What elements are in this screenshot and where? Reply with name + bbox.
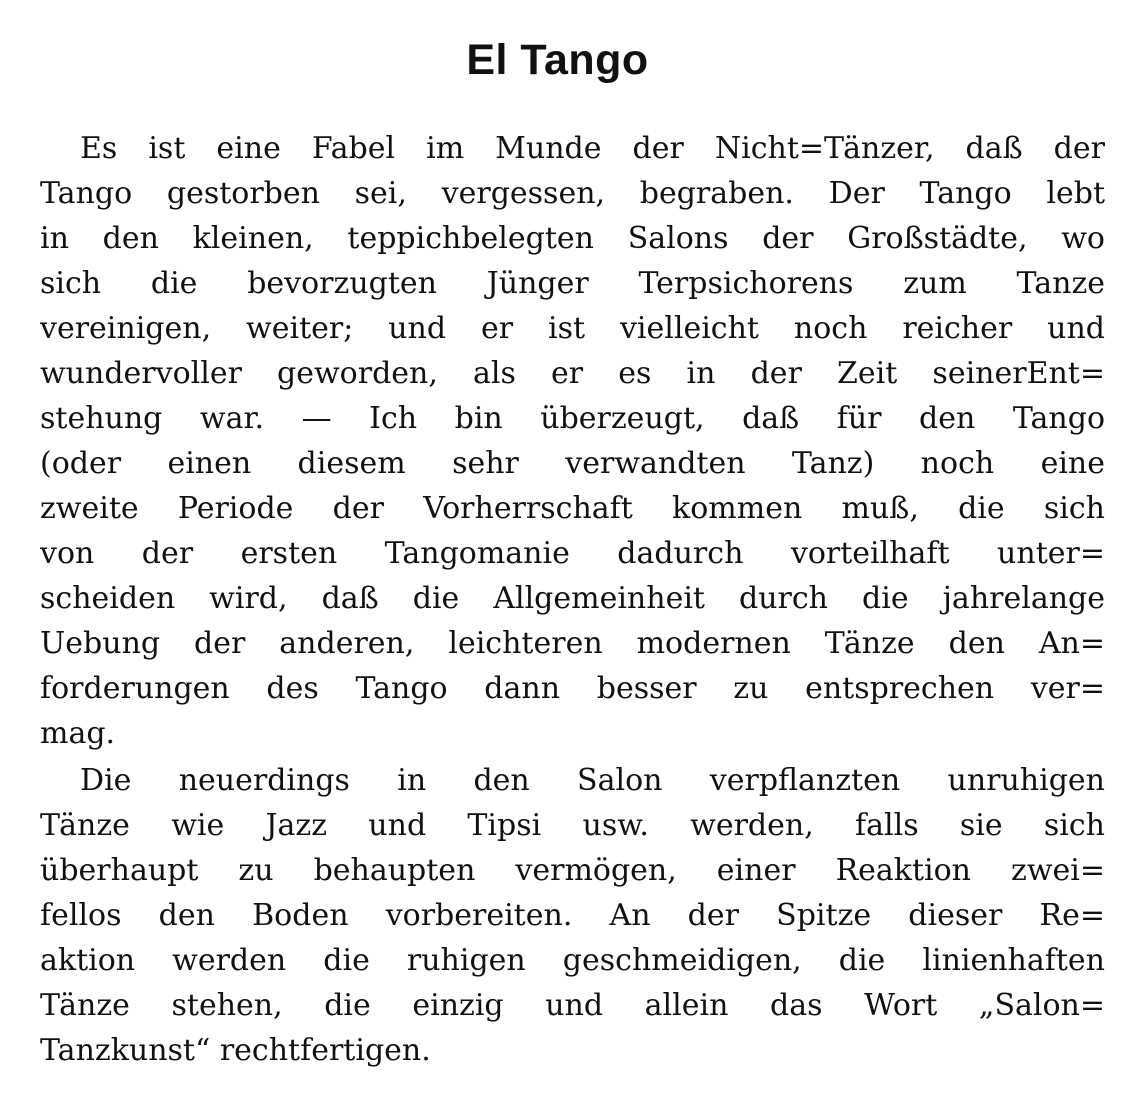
text-line: Tänze stehen, die einzig und allein das Wort „Salon=: [40, 988, 1105, 1023]
text-line: überhaupt zu behaupten vermögen, einer Reaktion zwei=: [40, 853, 1105, 888]
text-line: scheiden wird, daß die Allgemeinheit durch die jahrelange: [40, 581, 1105, 616]
text-line: fellos den Boden vorbereiten. An der Spitze dieser Re=: [40, 898, 1105, 933]
text-line: in den kleinen, teppichbelegten Salons der Großstädte, wo: [40, 221, 1105, 256]
text-line: wundervoller geworden, als er es in der Zeit seinerEnt=: [40, 356, 1105, 391]
text-line: Tango gestorben sei, vergessen, begraben. Der Tango lebt: [40, 176, 1105, 211]
text-line: forderungen des Tango dann besser zu entsprechen ver=: [40, 671, 1105, 706]
article-title: El Tango: [466, 36, 649, 84]
text-line: Tänze wie Jazz und Tipsi usw. werden, falls sie sich: [40, 808, 1105, 843]
text-line: sich die bevorzugten Jünger Terpsichorens zum Tanze: [40, 266, 1105, 301]
text-line: zweite Periode der Vorherrschaft kommen muß, die sich: [40, 491, 1105, 526]
article-body: [40, 126, 1105, 1073]
paragraph-1: [40, 126, 1105, 756]
text-line: (oder einen diesem sehr verwandten Tanz) noch eine: [40, 446, 1105, 481]
text-line: Uebung der anderen, leichteren modernen Tänze den An=: [40, 626, 1105, 661]
text-line: mag.: [40, 716, 116, 751]
text-line: aktion werden die ruhigen geschmeidigen, die linienhaften: [40, 943, 1105, 978]
text-line: von der ersten Tangomanie dadurch vorteilhaft unter=: [40, 536, 1105, 571]
text-line: vereinigen, weiter; und er ist vielleicht noch reicher und: [40, 311, 1105, 346]
text-line: Die neuerdings in den Salon verpflanzten unruhigen: [80, 763, 1105, 798]
text-line: Es ist eine Fabel im Munde der Nicht=Tänzer, daß der: [80, 131, 1105, 166]
text-line: Tanzkunst“ rechtfertigen.: [40, 1033, 431, 1068]
text-line: stehung war. — Ich bin überzeugt, daß für den Tango: [40, 401, 1105, 436]
paragraph-2: [40, 758, 1105, 1073]
